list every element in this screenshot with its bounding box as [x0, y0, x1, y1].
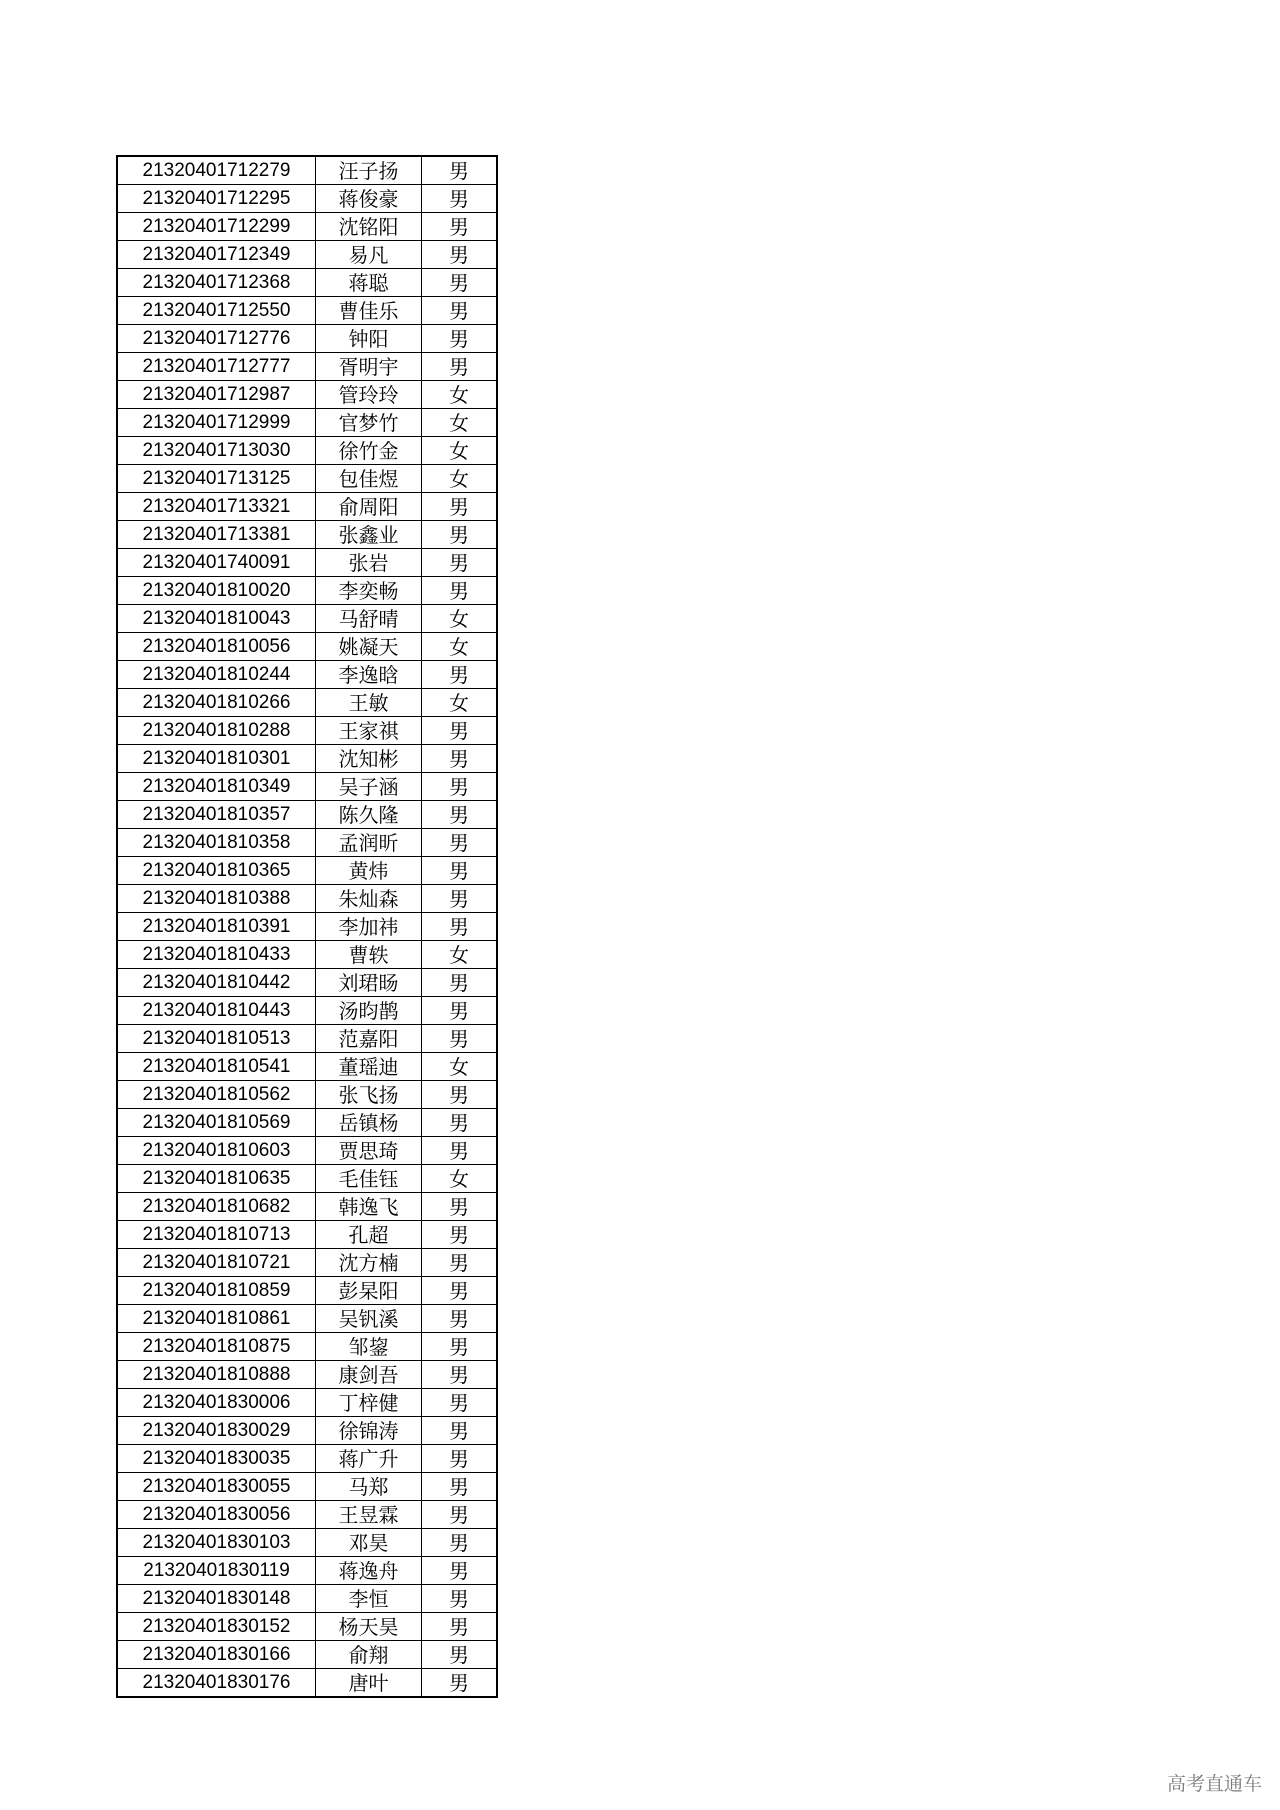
- student-id-cell: 21320401810266: [117, 689, 316, 717]
- student-id-cell: 21320401810301: [117, 745, 316, 773]
- student-gender-cell: 男: [422, 185, 498, 213]
- student-gender-cell: 男: [422, 1025, 498, 1053]
- student-gender-cell: 男: [422, 969, 498, 997]
- student-gender-cell: 男: [422, 1137, 498, 1165]
- student-name-cell: 蒋聪: [316, 269, 422, 297]
- student-id-cell: 21320401712295: [117, 185, 316, 213]
- student-id-cell: 21320401810569: [117, 1109, 316, 1137]
- student-gender-cell: 男: [422, 1445, 498, 1473]
- student-id-cell: 21320401830103: [117, 1529, 316, 1557]
- student-gender-cell: 女: [422, 437, 498, 465]
- student-name-cell: 邹鋆: [316, 1333, 422, 1361]
- table-row: [117, 1193, 497, 1221]
- student-name-cell: 黄炜: [316, 857, 422, 885]
- student-id-cell: 21320401713321: [117, 493, 316, 521]
- table-row: [117, 1389, 497, 1417]
- table-row: [117, 493, 497, 521]
- table-row: [117, 717, 497, 745]
- student-gender-cell: 男: [422, 857, 498, 885]
- student-gender-cell: 男: [422, 1585, 498, 1613]
- student-name-cell: 王昱霖: [316, 1501, 422, 1529]
- student-gender-cell: 男: [422, 1669, 498, 1698]
- student-id-cell: 21320401810443: [117, 997, 316, 1025]
- student-id-cell: 21320401830166: [117, 1641, 316, 1669]
- table-row: [117, 325, 497, 353]
- student-gender-cell: 男: [422, 773, 498, 801]
- student-id-cell: 21320401830152: [117, 1613, 316, 1641]
- table-row: [117, 549, 497, 577]
- table-row: [117, 521, 497, 549]
- student-gender-cell: 男: [422, 745, 498, 773]
- student-id-cell: 21320401810365: [117, 857, 316, 885]
- student-name-cell: 沈铭阳: [316, 213, 422, 241]
- student-gender-cell: 女: [422, 465, 498, 493]
- student-name-cell: 邓昊: [316, 1529, 422, 1557]
- table-row: [117, 913, 497, 941]
- table-row: [117, 1613, 497, 1641]
- student-gender-cell: 男: [422, 1529, 498, 1557]
- student-id-cell: 21320401713030: [117, 437, 316, 465]
- student-id-cell: 21320401712987: [117, 381, 316, 409]
- student-name-cell: 管玲玲: [316, 381, 422, 409]
- roster-body: [117, 156, 497, 1697]
- student-gender-cell: 女: [422, 633, 498, 661]
- student-id-cell: 21320401810357: [117, 801, 316, 829]
- student-id-cell: 21320401810056: [117, 633, 316, 661]
- table-row: [117, 1109, 497, 1137]
- student-name-cell: 曹佳乐: [316, 297, 422, 325]
- student-gender-cell: 男: [422, 829, 498, 857]
- table-row: [117, 1137, 497, 1165]
- table-row: [117, 1025, 497, 1053]
- table-row: [117, 941, 497, 969]
- student-gender-cell: 男: [422, 1361, 498, 1389]
- student-gender-cell: 男: [422, 156, 498, 185]
- student-gender-cell: 男: [422, 661, 498, 689]
- student-name-cell: 唐叶: [316, 1669, 422, 1698]
- student-id-cell: 21320401810875: [117, 1333, 316, 1361]
- student-gender-cell: 男: [422, 913, 498, 941]
- table-row: [117, 1557, 497, 1585]
- student-name-cell: 刘珺旸: [316, 969, 422, 997]
- student-name-cell: 俞翔: [316, 1641, 422, 1669]
- student-gender-cell: 男: [422, 717, 498, 745]
- student-name-cell: 岳镇杨: [316, 1109, 422, 1137]
- student-name-cell: 康剑吾: [316, 1361, 422, 1389]
- student-id-cell: 21320401810721: [117, 1249, 316, 1277]
- student-gender-cell: 女: [422, 409, 498, 437]
- student-gender-cell: 男: [422, 1333, 498, 1361]
- student-gender-cell: 男: [422, 241, 498, 269]
- student-name-cell: 钟阳: [316, 325, 422, 353]
- student-id-cell: 21320401830119: [117, 1557, 316, 1585]
- student-id-cell: 21320401712279: [117, 156, 316, 185]
- student-id-cell: 21320401712349: [117, 241, 316, 269]
- student-gender-cell: 男: [422, 213, 498, 241]
- table-row: [117, 269, 497, 297]
- student-gender-cell: 男: [422, 1277, 498, 1305]
- student-name-cell: 彭杲阳: [316, 1277, 422, 1305]
- table-row: [117, 1221, 497, 1249]
- table-row: [117, 661, 497, 689]
- student-id-cell: 21320401810562: [117, 1081, 316, 1109]
- student-gender-cell: 男: [422, 521, 498, 549]
- student-id-cell: 21320401713125: [117, 465, 316, 493]
- student-name-cell: 董瑶迪: [316, 1053, 422, 1081]
- table-row: [117, 1585, 497, 1613]
- student-id-cell: 21320401830035: [117, 1445, 316, 1473]
- student-id-cell: 21320401712299: [117, 213, 316, 241]
- student-id-cell: 21320401712999: [117, 409, 316, 437]
- student-gender-cell: 男: [422, 325, 498, 353]
- student-gender-cell: 女: [422, 941, 498, 969]
- watermark: 高考直通车: [1166, 1773, 1262, 1795]
- table-row: [117, 409, 497, 437]
- student-gender-cell: 男: [422, 1473, 498, 1501]
- student-id-cell: 21320401830029: [117, 1417, 316, 1445]
- student-name-cell: 蒋俊豪: [316, 185, 422, 213]
- table-row: [117, 1501, 497, 1529]
- table-row: [117, 1333, 497, 1361]
- student-id-cell: 21320401810433: [117, 941, 316, 969]
- student-id-cell: 21320401712777: [117, 353, 316, 381]
- table-row: [117, 829, 497, 857]
- student-id-cell: 21320401810358: [117, 829, 316, 857]
- student-id-cell: 21320401830056: [117, 1501, 316, 1529]
- table-row: [117, 1053, 497, 1081]
- table-row: [117, 465, 497, 493]
- table-row: [117, 997, 497, 1025]
- table-row: [117, 1165, 497, 1193]
- table-row: [117, 156, 497, 185]
- student-id-cell: 21320401810541: [117, 1053, 316, 1081]
- table-row: [117, 1529, 497, 1557]
- student-name-cell: 包佳煜: [316, 465, 422, 493]
- student-id-cell: 21320401830055: [117, 1473, 316, 1501]
- student-gender-cell: 男: [422, 1193, 498, 1221]
- table-row: [117, 885, 497, 913]
- student-name-cell: 孟润昕: [316, 829, 422, 857]
- table-row: [117, 185, 497, 213]
- table-row: [117, 381, 497, 409]
- student-name-cell: 吴子涵: [316, 773, 422, 801]
- student-id-cell: 21320401740091: [117, 549, 316, 577]
- student-id-cell: 21320401810603: [117, 1137, 316, 1165]
- table-row: [117, 241, 497, 269]
- student-name-cell: 王家祺: [316, 717, 422, 745]
- student-name-cell: 李逸晗: [316, 661, 422, 689]
- table-row: [117, 1445, 497, 1473]
- student-gender-cell: 男: [422, 1501, 498, 1529]
- student-id-cell: 21320401810713: [117, 1221, 316, 1249]
- student-gender-cell: 男: [422, 353, 498, 381]
- student-id-cell: 21320401712776: [117, 325, 316, 353]
- student-gender-cell: 男: [422, 1249, 498, 1277]
- student-gender-cell: 男: [422, 1389, 498, 1417]
- student-name-cell: 李奕畅: [316, 577, 422, 605]
- table-row: [117, 1277, 497, 1305]
- table-row: [117, 689, 497, 717]
- student-gender-cell: 男: [422, 269, 498, 297]
- student-gender-cell: 男: [422, 577, 498, 605]
- student-id-cell: 21320401810442: [117, 969, 316, 997]
- table-row: [117, 1669, 497, 1698]
- student-name-cell: 俞周阳: [316, 493, 422, 521]
- student-gender-cell: 女: [422, 689, 498, 717]
- student-name-cell: 范嘉阳: [316, 1025, 422, 1053]
- student-name-cell: 韩逸飞: [316, 1193, 422, 1221]
- table-row: [117, 213, 497, 241]
- student-name-cell: 陈久隆: [316, 801, 422, 829]
- student-gender-cell: 男: [422, 1417, 498, 1445]
- student-gender-cell: 男: [422, 1641, 498, 1669]
- student-name-cell: 沈知彬: [316, 745, 422, 773]
- student-roster-table: [116, 155, 498, 1698]
- student-name-cell: 徐竹金: [316, 437, 422, 465]
- table-row: [117, 1361, 497, 1389]
- table-row: [117, 857, 497, 885]
- student-id-cell: 21320401830176: [117, 1669, 316, 1698]
- table-row: [117, 969, 497, 997]
- student-name-cell: 曹轶: [316, 941, 422, 969]
- student-name-cell: 蒋广升: [316, 1445, 422, 1473]
- student-name-cell: 吴钒溪: [316, 1305, 422, 1333]
- table-row: [117, 633, 497, 661]
- table-row: [117, 297, 497, 325]
- student-id-cell: 21320401810682: [117, 1193, 316, 1221]
- table-row: [117, 745, 497, 773]
- student-name-cell: 徐锦涛: [316, 1417, 422, 1445]
- student-name-cell: 汪子扬: [316, 156, 422, 185]
- student-gender-cell: 男: [422, 885, 498, 913]
- student-name-cell: 朱灿森: [316, 885, 422, 913]
- student-id-cell: 21320401810391: [117, 913, 316, 941]
- table-row: [117, 801, 497, 829]
- student-id-cell: 21320401810888: [117, 1361, 316, 1389]
- student-gender-cell: 女: [422, 1053, 498, 1081]
- student-name-cell: 易凡: [316, 241, 422, 269]
- student-gender-cell: 男: [422, 801, 498, 829]
- student-name-cell: 胥明宇: [316, 353, 422, 381]
- student-name-cell: 王敏: [316, 689, 422, 717]
- table-row: [117, 1249, 497, 1277]
- student-id-cell: 21320401810861: [117, 1305, 316, 1333]
- student-name-cell: 杨天昊: [316, 1613, 422, 1641]
- student-gender-cell: 男: [422, 1557, 498, 1585]
- student-name-cell: 官梦竹: [316, 409, 422, 437]
- student-gender-cell: 女: [422, 605, 498, 633]
- student-name-cell: 马郑: [316, 1473, 422, 1501]
- student-id-cell: 21320401830006: [117, 1389, 316, 1417]
- student-name-cell: 张飞扬: [316, 1081, 422, 1109]
- student-gender-cell: 男: [422, 1221, 498, 1249]
- student-gender-cell: 男: [422, 1305, 498, 1333]
- student-name-cell: 张岩: [316, 549, 422, 577]
- table-row: [117, 437, 497, 465]
- student-name-cell: 张鑫业: [316, 521, 422, 549]
- table-row: [117, 1081, 497, 1109]
- student-gender-cell: 男: [422, 1613, 498, 1641]
- table-row: [117, 577, 497, 605]
- student-id-cell: 21320401810635: [117, 1165, 316, 1193]
- table-row: [117, 1473, 497, 1501]
- student-name-cell: 蒋逸舟: [316, 1557, 422, 1585]
- student-id-cell: 21320401712550: [117, 297, 316, 325]
- student-id-cell: 21320401810020: [117, 577, 316, 605]
- student-name-cell: 沈方楠: [316, 1249, 422, 1277]
- student-id-cell: 21320401810244: [117, 661, 316, 689]
- table-row: [117, 605, 497, 633]
- table-row: [117, 1305, 497, 1333]
- student-id-cell: 21320401830148: [117, 1585, 316, 1613]
- student-id-cell: 21320401713381: [117, 521, 316, 549]
- student-name-cell: 李恒: [316, 1585, 422, 1613]
- table-row: [117, 1641, 497, 1669]
- student-id-cell: 21320401810513: [117, 1025, 316, 1053]
- student-gender-cell: 男: [422, 493, 498, 521]
- student-id-cell: 21320401810288: [117, 717, 316, 745]
- student-gender-cell: 男: [422, 1081, 498, 1109]
- student-name-cell: 孔超: [316, 1221, 422, 1249]
- student-name-cell: 毛佳钰: [316, 1165, 422, 1193]
- student-gender-cell: 男: [422, 1109, 498, 1137]
- student-gender-cell: 男: [422, 997, 498, 1025]
- student-id-cell: 21320401810349: [117, 773, 316, 801]
- student-name-cell: 贾思琦: [316, 1137, 422, 1165]
- student-id-cell: 21320401810388: [117, 885, 316, 913]
- student-id-cell: 21320401810043: [117, 605, 316, 633]
- student-gender-cell: 男: [422, 549, 498, 577]
- student-gender-cell: 女: [422, 381, 498, 409]
- table-row: [117, 1417, 497, 1445]
- student-gender-cell: 女: [422, 1165, 498, 1193]
- student-id-cell: 21320401810859: [117, 1277, 316, 1305]
- student-name-cell: 姚凝天: [316, 633, 422, 661]
- table-row: [117, 353, 497, 381]
- table-row: [117, 773, 497, 801]
- student-name-cell: 汤昀鹊: [316, 997, 422, 1025]
- student-name-cell: 马舒晴: [316, 605, 422, 633]
- student-name-cell: 丁梓健: [316, 1389, 422, 1417]
- student-name-cell: 李加祎: [316, 913, 422, 941]
- student-gender-cell: 男: [422, 297, 498, 325]
- student-id-cell: 21320401712368: [117, 269, 316, 297]
